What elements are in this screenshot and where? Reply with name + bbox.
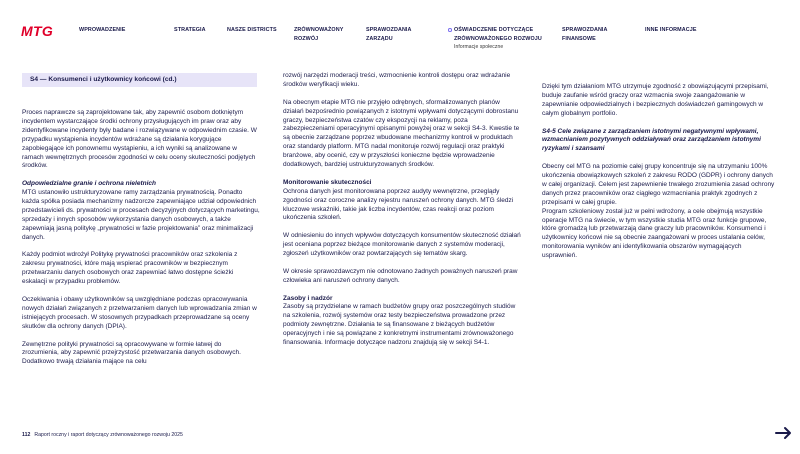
- paragraph: Oczekiwania i obawy użytkowników są uwzględniane podczas opracowywania nowych działań związanych z przetwarzaniem danych lub wprowadzania zmian w istniejących procesach. W stosownych przypadkach przeprowadzane są oceny skutków dla ochrony danych (DPIA).: [22, 295, 257, 330]
- paragraph: MTG ustanowiło ustrukturyzowane ramy zarządzania prywatnością. Ponadto każda spółka posiada mechanizmy nadzorcze zapewniające udział odpowiednich przedstawicieli ds. prywatności w procesach decyzyjnych dotyczących marketingu, sprzedaży i innych sposobów wykorzystania danych osobowych, a także zapewniają jasną politykę „prywatności w fazie projektowania” oraz minimalizacji danych.: [22, 189, 260, 241]
- arrow-right-icon[interactable]: [775, 426, 793, 440]
- nav-label: ZRÓWNOWAŻONY ROZWÓJ: [294, 27, 344, 42]
- mtg-logo[interactable]: [21, 25, 53, 37]
- active-indicator-icon: [448, 28, 452, 32]
- paragraph: Na obecnym etapie MTG nie przyjęło odrębnych, sformalizowanych planów działań bezpośrednio powiązanych z istotnymi wpływami dotyczącymi dobrostanu graczy, bezpieczeństwa czatów czy ekspozycji na reklamy, poza zabezpieczeniami operacyjnymi opisanymi powyżej oraz w sekcji S4-3. Kwestie te są obecnie zarządzane poprzez wbudowane mechanizmy kontroli w produktach oraz standardy platform. MTG nadal monitoruje rozwój regulacji oraz praktyki branżowe, aby ocenić, czy w przyszłości konieczne będzie wprowadzenie dodatkowych, bardziej ustrukturyzowanych środków.: [283, 98, 520, 169]
- nav-item-sprawozdania-zarzadu[interactable]: [366, 26, 416, 43]
- logo-text: MTG: [21, 23, 54, 39]
- paragraph: Dzięki tym działaniom MTG utrzymuje zgodność z obowiązującymi przepisami, buduje zaufanie wśród graczy oraz wzmacnia swoje zaangażowanie w zapewnianie odpowiedzialnych i bezpiecznych doświadczeń gamingowych w całym globalnym portfolio.: [542, 83, 769, 117]
- paragraph: Proces naprawcze są zaprojektowane tak, aby zapewnić osobom dotkniętym incydentem wystarczające środki ochrony przysługujących im praw oraz aby zidentyfikowane incydenty były badane i rozwiązywane w odpowiednim czasie. W przypadku wystąpienia incydentów wdrażane są działania korygujące zapobiegające ich ponownemu wystąpieniu, a ich wyniki są analizowane w ramach wewnętrznych procesów zgodności w celu oceny skuteczności podjętych środków.: [22, 109, 257, 170]
- paragraph: Ochrona danych jest monitorowana poprzez audyty wewnętrzne, przeglądy zgodności oraz coroczne analizy rejestru naruszeń ochrony danych. MTG śledzi kluczowe wskaźniki, takie jak liczba incydentów, czas reakcji oraz poziom ukończenia szkoleń.: [283, 187, 514, 222]
- page-number: 112: [22, 432, 31, 438]
- nav-item-oswiadczenie[interactable]: [454, 26, 542, 52]
- nav-item-nasze-districts[interactable]: [227, 26, 277, 35]
- subheading: S4-5 Cele związane z zarządzaniem istotnymi negatywnymi wpływami, wzmacnianiem pozytywnych oddziaływań oraz zarządzaniem istotnymi ryzykami i szansami: [542, 127, 761, 153]
- top-navigation: [0, 0, 800, 64]
- subheading: Zasoby i nadzór: [283, 294, 333, 302]
- paragraph: Zewnętrzne polityki prywatności są opracowywane w formie łatwej do zrozumienia, aby zapewnić przejrzystość przetwarzania danych osobowych. Dodatkowo trwają działania mające na celu: [22, 340, 241, 366]
- paragraph: W odniesieniu do innych wpływów dotyczących konsumentów skuteczność działań jest oceniana poprzez bieżące monitorowanie danych z systemów moderacji, zgłoszeń użytkowników oraz powtarzających się tematów skarg.: [283, 232, 521, 258]
- nav-label: SPRAWOZDANIA ZARZĄDU: [366, 27, 412, 42]
- nav-item-strategia[interactable]: [174, 26, 206, 35]
- nav-label: WPROWADZENIE: [79, 27, 126, 33]
- footer: [22, 432, 183, 438]
- nav-label: OŚWIADCZENIE DOTYCZĄCE ZRÓWNOWAŻONEGO ROZWOJU: [454, 27, 542, 42]
- subheading: Monitorowanie skuteczności: [283, 178, 372, 186]
- nav-sublabel: Informacje społeczne: [454, 44, 504, 51]
- nav-label: INNE INFORMACJE: [645, 27, 697, 33]
- paragraph: W okresie sprawozdawczym nie odnotowano żadnych poważnych naruszeń praw człowieka ani naruszeń ochrony danych.: [283, 267, 518, 284]
- nav-item-wprowadzenie[interactable]: [79, 26, 125, 35]
- nav-item-sprawozdania-finansowe[interactable]: [562, 26, 622, 43]
- paragraph: Program szkoleniowy został już w pełni wdrożony, a cele obejmują wszystkie operacje MTG na świecie, w tym wszystkie studia MTG oraz funkcje grupowe, które gromadzą lub przetwarzają dane graczy lub pracowników. Konsumenci i użytkownicy końcowi nie są obecnie zaangażowani w proces ustalania celów, monitorowania wyników ani identyfikowania obszarów wymagających usprawnień.: [542, 207, 767, 260]
- column-2: [283, 72, 521, 348]
- subheading: Odpowiedzialne granie i ochrona nieletnich: [22, 180, 156, 188]
- column-1: [22, 109, 260, 367]
- section-title-box: [22, 73, 257, 87]
- paragraph: Obecny cel MTG na poziomie całej grupy koncentruje się na utrzymaniu 100% ukończenia obowiązkowych szkoleń z zakresu RODO (GDPR) i ochrony danych w całej organizacji. Celem jest zapewnienie trwałego zrozumienia zasad ochrony danych przez pracowników oraz ciągłego wzmacniania praktyk zgodnych z przepisami w całej grupie.: [542, 163, 775, 206]
- nav-item-inne-informacje[interactable]: [645, 26, 697, 35]
- paragraph: rozwój narzędzi moderacji treści, wzmocnienie kontroli dostępu oraz wdrażanie środków weryfikacji wieku.: [283, 72, 511, 88]
- section-title: S4 — Konsumenci i użytkownicy końcowi (cd.): [30, 76, 177, 83]
- nav-label: SPRAWOZDANIA FINANSOWE: [562, 27, 608, 42]
- nav-label: STRATEGIA: [174, 27, 206, 33]
- paragraph: Każdy podmiot wdrożył Politykę prywatności pracowników oraz szkolenia z zakresu prywatności, które mają wspierać pracowników w bezpiecznym przetwarzaniu danych osobowych oraz zapewniać łatwo dostępne ścieżki eskalacji w przypadku problemów.: [22, 251, 238, 286]
- column-3: [542, 83, 778, 261]
- nav-label: NASZE DISTRICTS: [227, 27, 277, 33]
- footer-title: Raport roczny i raport dotyczący zrównoważonego rozwoju 2025: [34, 432, 183, 438]
- paragraph: Zasoby są przydzielane w ramach budżetów grupy oraz poszczególnych studiów na szkolenia, rozwój systemów oraz testy bezpieczeństwa prowadzone przez podmioty zewnętrzne. Działania te są finansowane z bieżących budżetów operacyjnych i nie są powiązane z konkretnymi instrumentami zrównoważonego finansowania. Informacje dotyczące nadzoru znajdują się w sekcji S4-1.: [283, 303, 516, 347]
- nav-item-zrownowazony-rozwoj[interactable]: [294, 26, 356, 43]
